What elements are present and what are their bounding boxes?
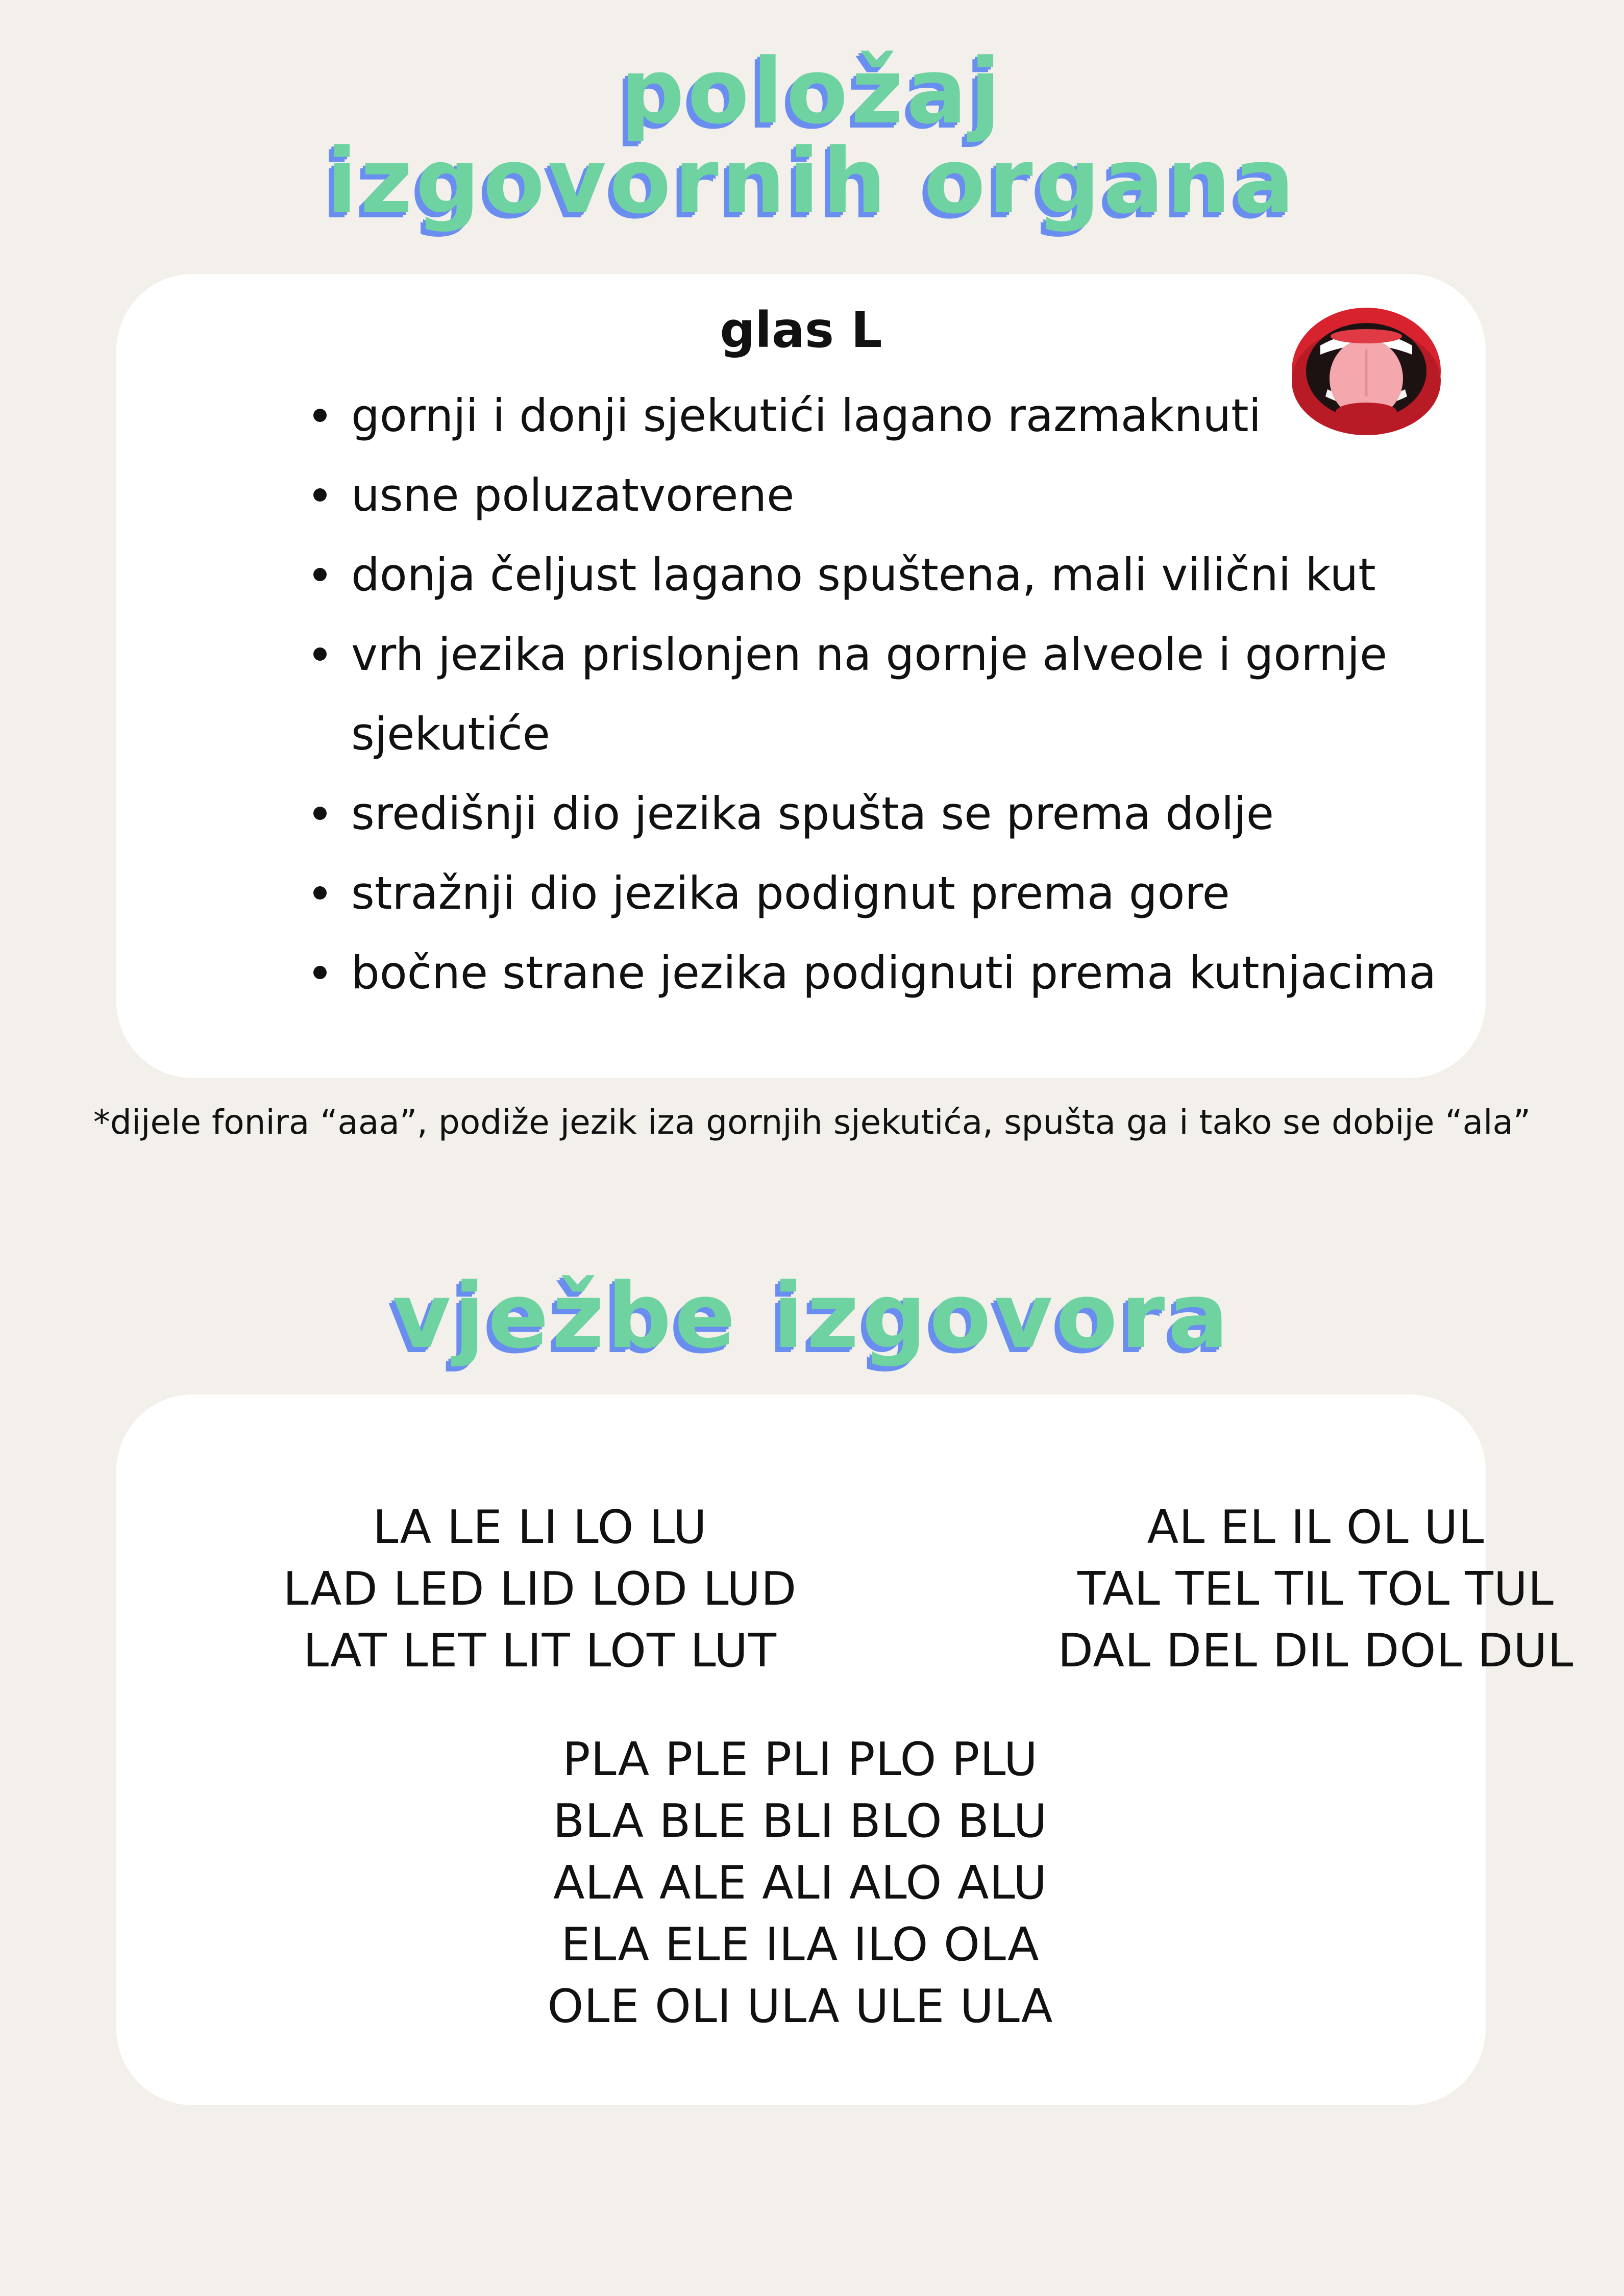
list-item-text: bočne strane jezika podignuti prema kutnjacima — [351, 946, 1437, 999]
syllable-block-left — [183, 1496, 897, 1682]
list-item — [310, 456, 1459, 535]
bullet-dot-icon — [313, 409, 327, 422]
syllable-row: BLA BLE BLI BLO BLU — [553, 1794, 1048, 1848]
list-item-text: vrh jezika prislonjen na gornje alveole i gornje — [351, 628, 1388, 681]
list-item — [310, 933, 1459, 1013]
list-item-text: usne poluzatvorene — [351, 469, 795, 521]
articulation-list — [310, 376, 1459, 1013]
syllable-row: PLA PLE PLI PLO PLU — [562, 1733, 1038, 1786]
syllable-row: ELA ELE ILA ILO OLA — [561, 1918, 1040, 1971]
bullet-dot-icon — [313, 886, 327, 900]
bullet-dot-icon — [313, 647, 327, 661]
list-item-text: gornji i donji sjekutići lagano razmaknuti — [351, 389, 1262, 442]
syllable-row: DAL DEL DIL DOL DUL — [1057, 1624, 1574, 1678]
footnote: *dijele fonira “aaa”, podiže jezik iza gornjih sjekutića, spušta ga i tako se dobije “ala” — [93, 1103, 1531, 1142]
bullet-dot-icon — [313, 488, 327, 502]
list-item — [310, 854, 1459, 933]
bullet-dot-icon — [313, 807, 327, 820]
section-title-polozaj — [0, 39, 1624, 234]
list-item — [310, 615, 1459, 694]
syllable-row: AL EL IL OL UL — [1147, 1501, 1485, 1554]
articulation-card — [116, 274, 1486, 1078]
syllable-row: LA LE LI LO LU — [373, 1501, 707, 1554]
list-item-text: središnji dio jezika spušta se prema dolje — [351, 787, 1274, 840]
title-line: vježbe izgovora — [392, 1264, 1232, 1368]
list-item-text: donja čeljust lagano spuštena, mali vilični kut — [351, 548, 1376, 601]
list-item-text: stražnji dio jezika podignut prema gore — [351, 867, 1230, 919]
syllable-row: TAL TEL TIL TOL TUL — [1077, 1562, 1554, 1616]
list-item-text: sjekutiće — [351, 708, 550, 760]
syllable-row: ALA ALE ALI ALO ALU — [553, 1856, 1048, 1910]
title-line-1: položaj — [620, 39, 1004, 144]
syllable-block-right — [958, 1496, 1624, 1682]
syllable-row: LAT LET LIT LOT LUT — [303, 1624, 777, 1678]
list-item — [310, 535, 1459, 615]
list-item-continuation — [310, 694, 1459, 774]
list-item — [310, 376, 1459, 456]
title-line-2: izgovornih organa — [326, 129, 1298, 234]
bullet-dot-icon — [313, 966, 327, 979]
section-title-vjezbe — [0, 1264, 1624, 1368]
card-title: glas L — [720, 302, 882, 359]
syllable-block-center — [443, 1729, 1158, 2037]
bullet-dot-icon — [313, 568, 327, 581]
exercises-card — [116, 1394, 1574, 2105]
syllable-row: LAD LED LID LOD LUD — [283, 1562, 797, 1616]
syllable-row: OLE OLI ULA ULE ULA — [547, 1980, 1053, 2033]
list-item — [310, 774, 1459, 854]
